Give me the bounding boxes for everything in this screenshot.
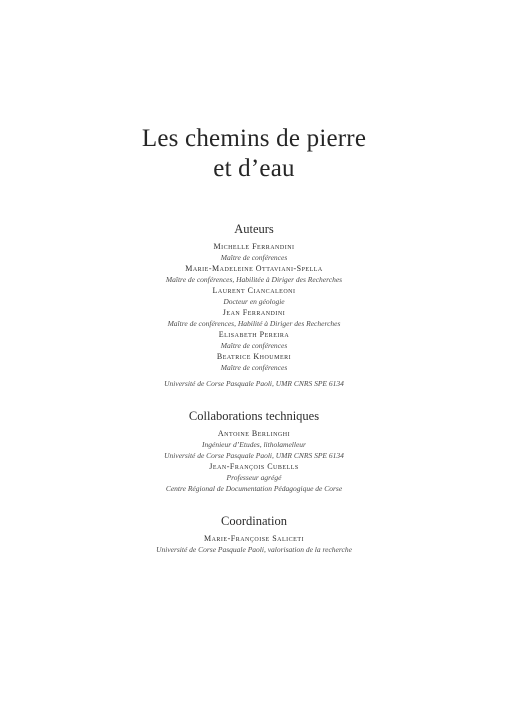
authors-section [0, 221, 508, 389]
collaborator-name: Antoine Berlinghi [217, 429, 291, 438]
book-title-line-1: Les chemins de pierre [141, 125, 367, 152]
collaborator-affiliation: Centre Régional de Documentation Pédagogique de Corse [165, 484, 343, 493]
authors-heading: Auteurs [234, 222, 274, 236]
author-name: Elisabeth Pereira [218, 330, 290, 339]
authors-affiliation: Université de Corse Pasquale Paoli, UMR CNRS SPE 6134 [164, 379, 344, 388]
author-name: Marie-Madeleine Ottaviani-Spella [185, 264, 323, 273]
author-name: Beatrice Khoumeri [216, 352, 292, 361]
author-role: Maître de conférences, Habilité à Diriger des Recherches [167, 319, 341, 328]
author-role: Maître de conférences [220, 363, 288, 372]
author-role: Maître de conférences, Habilitée à Diriger des Recherches [165, 275, 343, 284]
book-title-line-2: et d’eau [213, 155, 295, 182]
collaborations-section [0, 408, 508, 494]
author-name: Jean Ferrandini [222, 308, 286, 317]
collaborations-heading: Collaborations techniques [188, 409, 320, 423]
coordinator-name: Marie-Françoise Saliceti [203, 534, 304, 543]
author-role: Maître de conférences [220, 253, 288, 262]
author-name: Michelle Ferrandini [213, 242, 295, 251]
collaborator-name: Jean-François Cubells [209, 462, 299, 471]
collaborator-role: Ingénieur d’Etudes, litholamelleur [202, 440, 306, 449]
author-role: Maître de conférences [220, 341, 288, 350]
author-name: Laurent Ciancaleoni [212, 286, 296, 295]
collaborator-affiliation: Université de Corse Pasquale Paoli, UMR CNRS SPE 6134 [164, 451, 344, 460]
coordination-heading: Coordination [221, 514, 287, 528]
coordination-section [0, 513, 508, 555]
collaborator-role: Professeur agrégé [226, 473, 282, 482]
coordinator-role: Université de Corse Pasquale Paoli, valorisation de la recherche [156, 545, 352, 554]
book-title [0, 124, 508, 184]
author-role: Docteur en géologie [223, 297, 285, 306]
